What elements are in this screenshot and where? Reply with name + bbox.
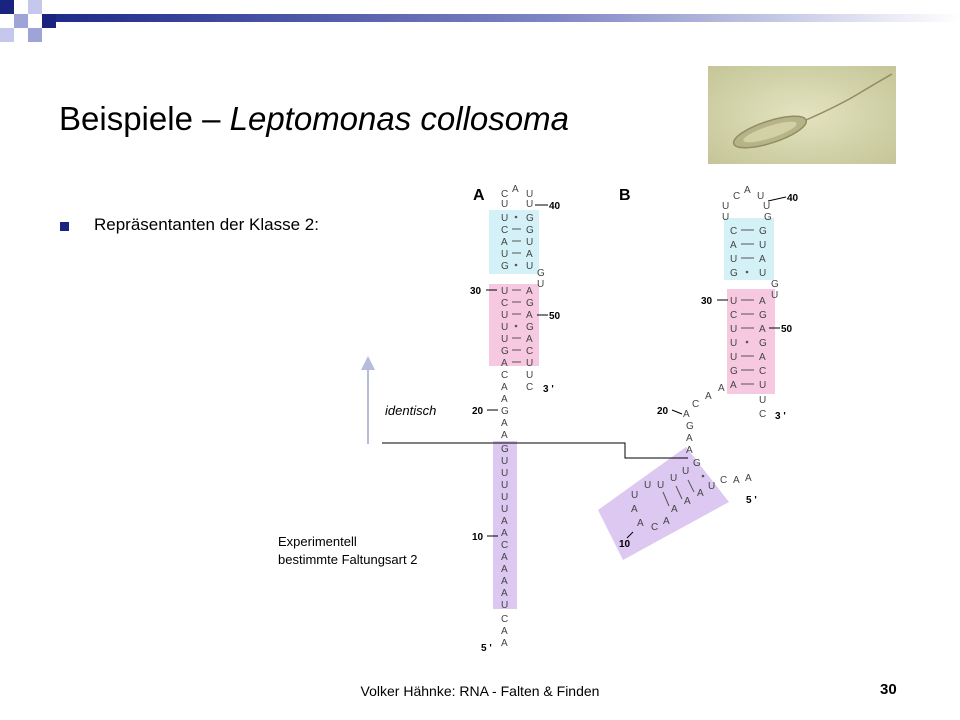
identisch-arrow-head [361, 356, 375, 370]
a-s2r-1: G [526, 298, 534, 309]
a-strand-10: U [501, 492, 509, 503]
b-s1r-0: G [759, 226, 767, 237]
b-link-5: A [686, 433, 693, 444]
a-s1l-0: U [501, 213, 509, 224]
b-loop-2: U [757, 191, 765, 202]
a-strand-22: A [501, 638, 508, 649]
a-strand-7: U [501, 456, 509, 467]
a-strand-16: A [501, 564, 508, 575]
b-s2r-3: G [759, 338, 767, 349]
b-p-16: A [745, 473, 752, 484]
b-s2l-3: U [730, 338, 738, 349]
a-s2r-4: A [526, 334, 533, 345]
panel-b-purple-highlight [598, 447, 729, 560]
b-loop-U2: U [722, 212, 730, 223]
b-p-10: A [671, 504, 678, 515]
b-s2r-2: A [759, 324, 766, 335]
a-strand-3: G [501, 406, 509, 417]
a-strand-15: A [501, 552, 508, 563]
b-s2r-0: A [759, 296, 766, 307]
comparison-line [382, 443, 688, 458]
a-strand-2: A [501, 394, 508, 405]
b-loop-1: A [744, 185, 751, 196]
a-loop-4: U [526, 199, 534, 210]
a-s2l-6: A [501, 358, 508, 369]
identisch-label: identisch [385, 403, 437, 418]
panel-b-label: B [619, 187, 631, 204]
a-hinge-1: U [537, 279, 545, 290]
b-p-9: A [663, 516, 670, 527]
b-tail3-1: C [759, 409, 767, 420]
b-s2l-1: C [730, 310, 738, 321]
experimentell-line1: Experimentell [278, 534, 357, 549]
b-p-1: U [682, 466, 690, 477]
a-hinge-0: G [537, 268, 545, 279]
a-s2l-4: U [501, 334, 509, 345]
a-num-40: 40 [549, 201, 561, 212]
title-species: Leptomonas collosoma [229, 100, 569, 137]
a-strand-19: U [501, 600, 509, 611]
a-five-prime: 5 ' [481, 643, 492, 654]
b-hinge-1: U [771, 290, 779, 301]
b-s2l-5: G [730, 366, 738, 377]
b-p-4: U [644, 480, 652, 491]
b-p-5: U [631, 490, 639, 501]
b-s1l-1: A [730, 240, 737, 251]
panel-a-loop [501, 184, 533, 210]
b-p-13: U [708, 481, 716, 492]
b-s2l-0: U [730, 296, 738, 307]
a-s2r-5: C [526, 346, 534, 357]
bullet-text: Repräsentanten der Klasse 2: [94, 215, 319, 234]
a-strand-21: A [501, 626, 508, 637]
b-p-3: U [657, 480, 665, 491]
b-link-4: G [686, 421, 694, 432]
a-strand-4: A [501, 418, 508, 429]
b-s1l-3: G [730, 268, 738, 279]
a-s1r-4: U [526, 261, 534, 272]
a-strand-12: A [501, 516, 508, 527]
title-main: Beispiele – [59, 100, 230, 137]
experimentell-label [278, 533, 417, 569]
experimentell-line2: bestimmte Faltungsart 2 [278, 552, 418, 567]
panel-b-loop [722, 185, 770, 212]
b-loop-0: C [733, 191, 741, 202]
a-num-50: 50 [549, 311, 561, 322]
a-strand-18: A [501, 588, 508, 599]
b-p-15: A [733, 475, 740, 486]
b-five-prime: 5 ' [746, 495, 757, 506]
b-link-1: A [705, 391, 712, 402]
b-s2r-1: G [759, 310, 767, 321]
a-strand-0: C [501, 370, 509, 381]
b-p-7: A [637, 518, 644, 529]
b-loop-4: U [763, 201, 771, 212]
b-three-prime: 3 ' [775, 411, 786, 422]
a-strand-13: A [501, 528, 508, 539]
a-s2r-2: A [526, 310, 533, 321]
a-s2r-3: G [526, 322, 534, 333]
b-s2r-6: U [759, 380, 767, 391]
b-s2l-2: U [730, 324, 738, 335]
a-s2l-3: U [501, 322, 509, 333]
a-strand-11: U [501, 504, 509, 515]
a-num-20: 20 [472, 406, 484, 417]
b-link-3: A [683, 409, 690, 420]
a-num-30: 30 [470, 286, 482, 297]
b-hinge-0: G [771, 279, 779, 290]
a-s1l-1: C [501, 225, 509, 236]
b-s1l-0: C [730, 226, 738, 237]
a-strand-20: C [501, 614, 509, 625]
b-tail3-0: U [759, 395, 767, 406]
a-s2l-1: C [501, 298, 509, 309]
b-p-8: C [651, 522, 659, 533]
b-loop-3: U [722, 201, 730, 212]
b-num-20: 20 [657, 406, 669, 417]
a-loop-3: U [501, 199, 509, 210]
b-p-11: A [684, 496, 691, 507]
a-s2l-5: G [501, 346, 509, 357]
a-three-prime: 3 ' [543, 384, 554, 395]
b-p-6: A [631, 504, 638, 515]
a-num-10: 10 [472, 532, 484, 543]
b-p-14: C [720, 475, 728, 486]
a-strand-5: A [501, 430, 508, 441]
a-loop-1: A [512, 184, 519, 195]
panel-b-linker [683, 383, 725, 456]
b-s2r-4: A [759, 352, 766, 363]
a-strand-8: U [501, 468, 509, 479]
b-link-6: A [686, 445, 693, 456]
a-s1l-2: A [501, 237, 508, 248]
b-s2r-5: C [759, 366, 767, 377]
a-s1r-2: U [526, 237, 534, 248]
page-number: 30 [880, 681, 897, 698]
b-num-30: 30 [701, 296, 713, 307]
a-s2r-0: A [526, 286, 533, 297]
b-link-2: C [692, 399, 700, 410]
b-s1l-2: U [730, 254, 738, 265]
b-num-50: 50 [781, 324, 793, 335]
b-s1r-3: U [759, 268, 767, 279]
a-s1r-3: A [526, 249, 533, 260]
a-tail3-0: U [526, 370, 534, 381]
a-s1l-4: G [501, 261, 509, 272]
a-s1l-3: U [501, 249, 509, 260]
b-loop-G: G [764, 212, 772, 223]
a-strand-14: C [501, 540, 509, 551]
b-link-0: A [718, 383, 725, 394]
panel-a-label: A [473, 187, 485, 204]
b-s1r-2: A [759, 254, 766, 265]
a-s1r-0: G [526, 213, 534, 224]
a-strand-1: A [501, 382, 508, 393]
b-num-10: 10 [619, 539, 631, 550]
a-s1r-1: G [526, 225, 534, 236]
a-loop-0: C [501, 189, 509, 200]
b-s2l-4: U [730, 352, 738, 363]
a-strand-17: A [501, 576, 508, 587]
a-s2l-0: U [501, 286, 509, 297]
a-strand-9: U [501, 480, 509, 491]
a-strand-6: G [501, 444, 509, 455]
a-s2r-6: U [526, 358, 534, 369]
a-loop-2: U [526, 189, 534, 200]
b-s2l-6: A [730, 380, 737, 391]
b-p-0: G [693, 458, 701, 469]
a-tail3-1: C [526, 382, 534, 393]
b-p-12: A [697, 488, 704, 499]
panel-a-strand [501, 370, 509, 649]
b-p-2: U [670, 473, 678, 484]
b-s1r-1: U [759, 240, 767, 251]
a-s2l-2: U [501, 310, 509, 321]
b-num-40: 40 [787, 193, 799, 204]
slide-footer: Volker Hähnke: RNA - Falten & Finden [360, 683, 600, 699]
